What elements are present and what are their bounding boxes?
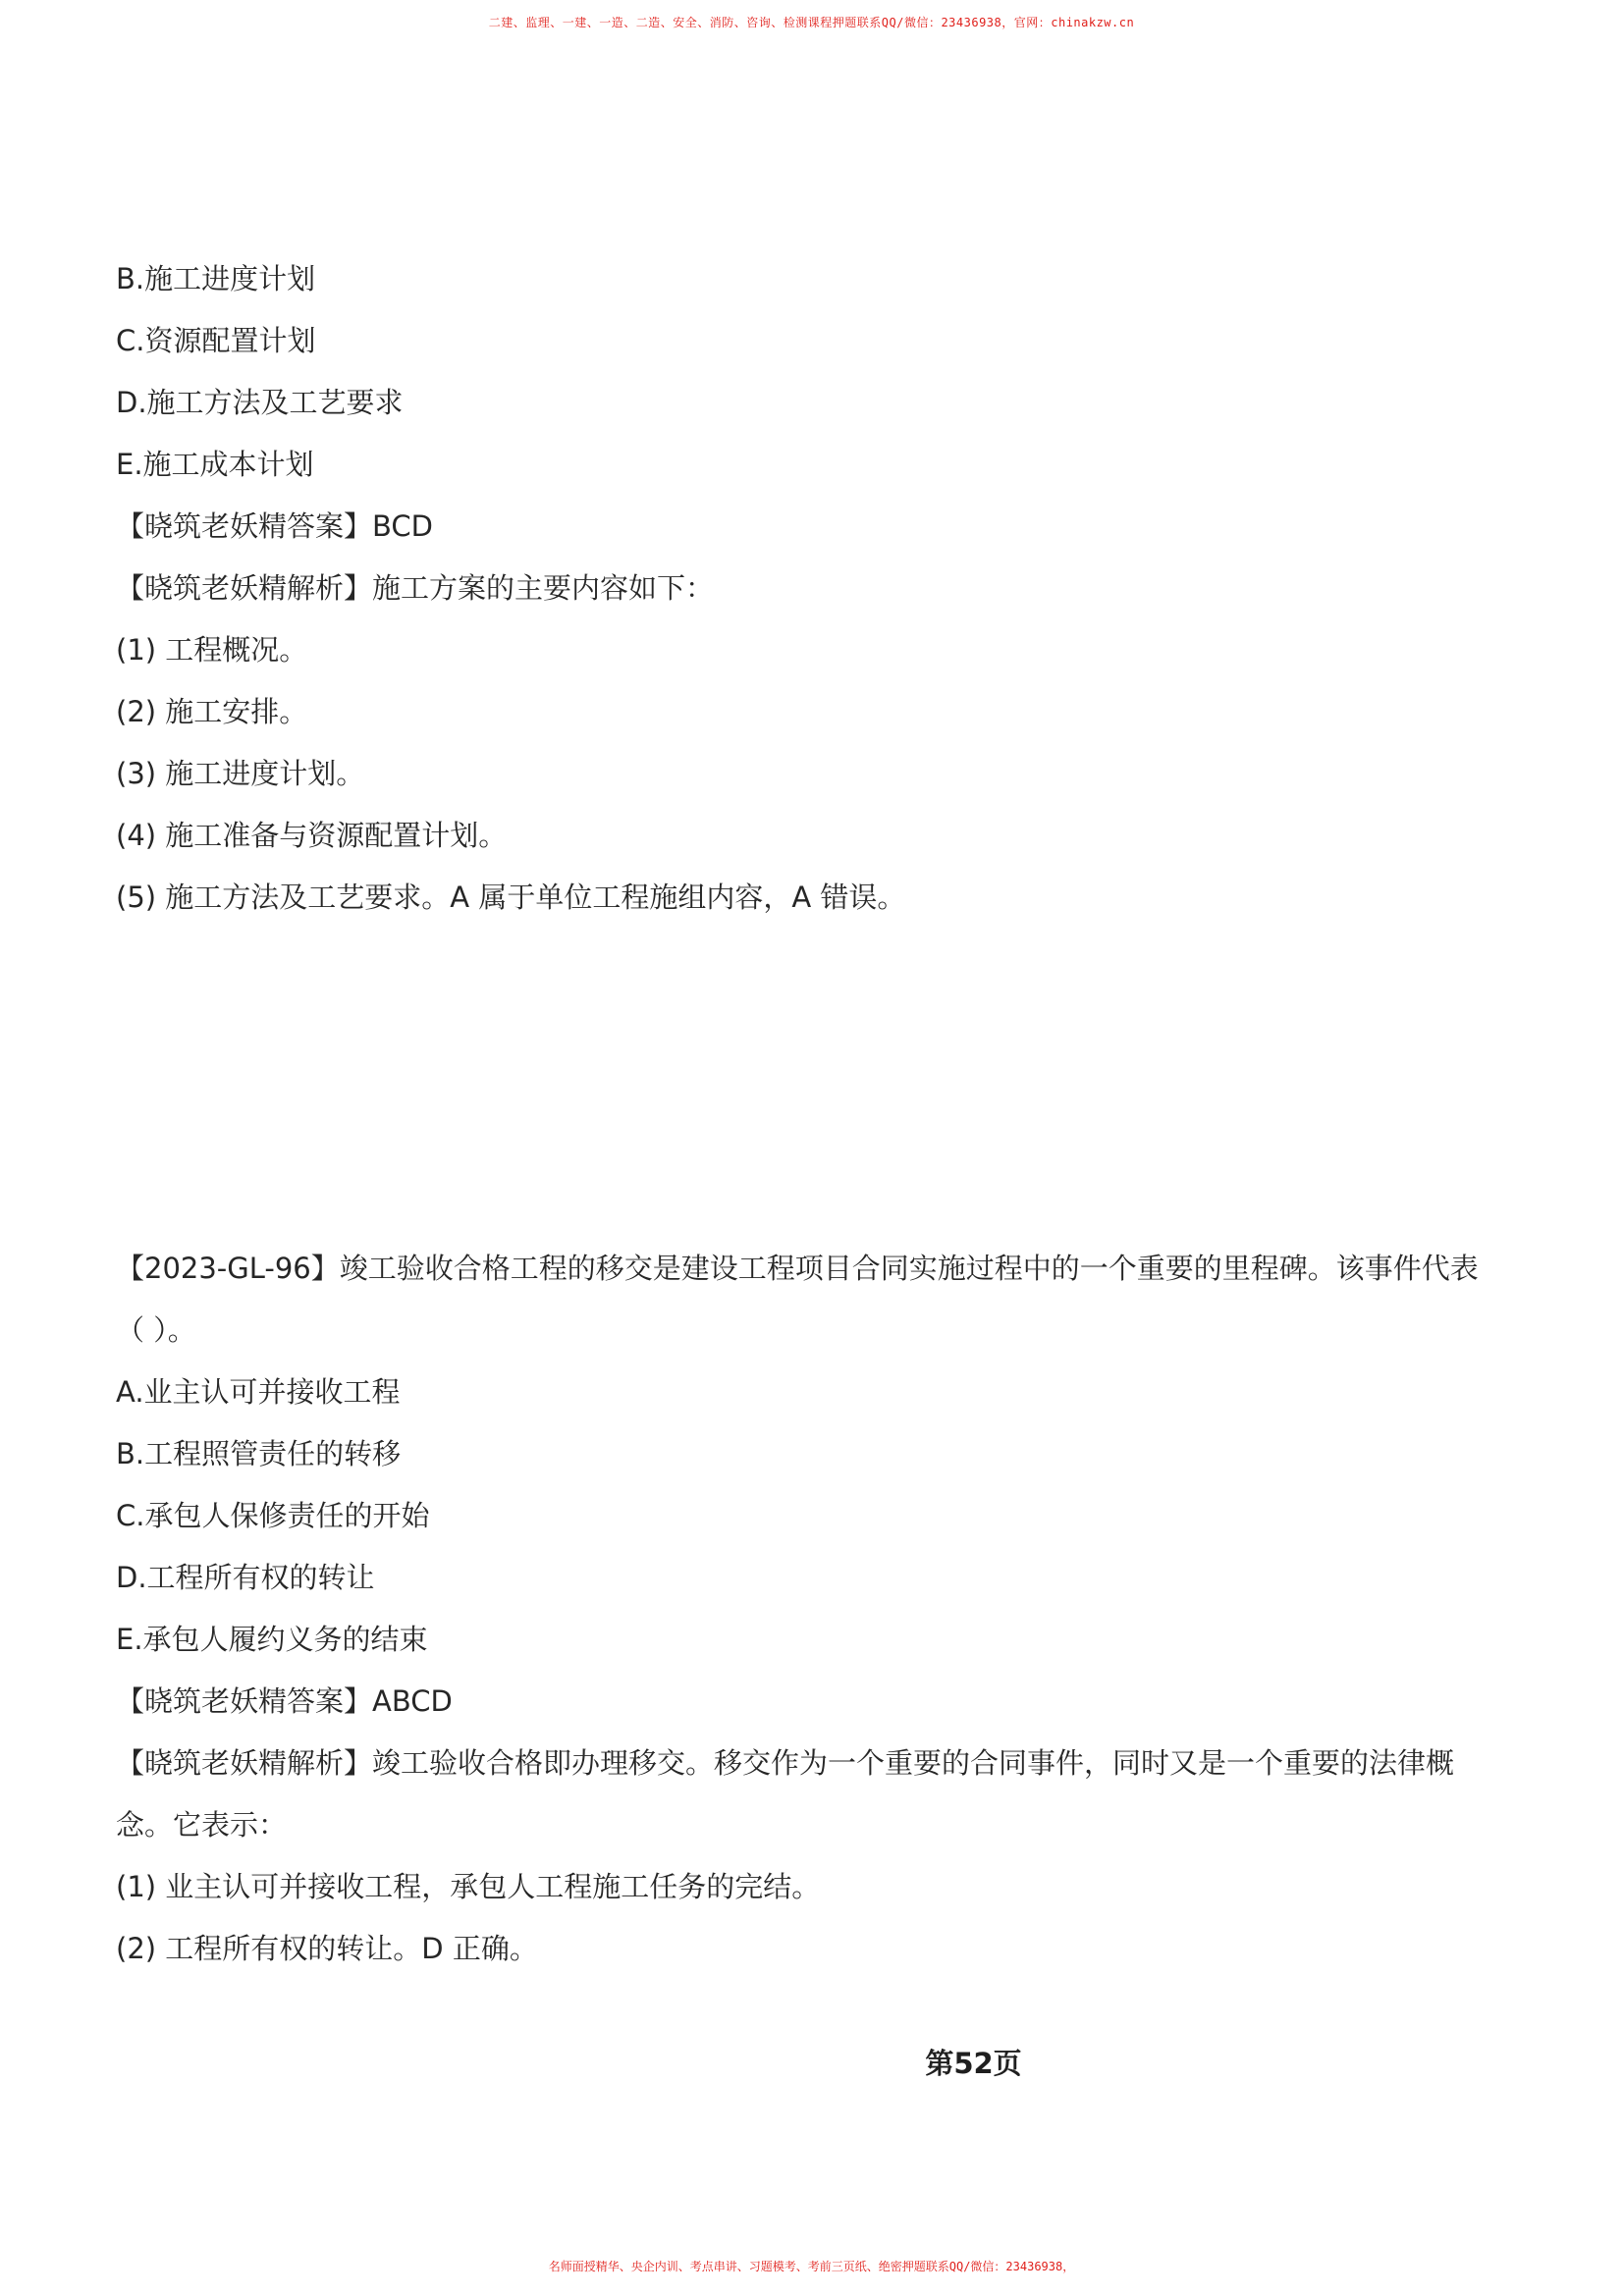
q1-analysis-intro: 【晓筑老妖精解析】施工方案的主要内容如下：	[116, 571, 715, 605]
q2-option-a: A.业主认可并接收工程	[116, 1375, 401, 1409]
q1-analysis-item-2: (2) 施工安排。	[116, 695, 308, 728]
q2-stem-line-1: 【2023-GL-96】竣工验收合格工程的移交是建设工程项目合同实施过程中的一个重要的里程碑。该事件代表	[116, 1252, 1479, 1285]
footer-contact-banner: 名师面授精华、央企内训、考点串讲、习题模考、考前三页纸、绝密押题联系QQ/微信：23436938，	[548, 2260, 1075, 2273]
q2-analysis-item-1: (1) 业主认可并接收工程，承包人工程施工任务的完结。	[116, 1870, 821, 1903]
page-number: 第52页	[925, 2047, 1022, 2080]
q2-analysis-item-2: (2) 工程所有权的转让。D 正确。	[116, 1932, 538, 1965]
q2-option-c: C.承包人保修责任的开始	[116, 1499, 430, 1532]
q2-answer: 【晓筑老妖精答案】ABCD	[116, 1684, 453, 1718]
q1-analysis-item-3: (3) 施工进度计划。	[116, 757, 365, 790]
q1-option-d: D.施工方法及工艺要求	[116, 386, 404, 419]
q2-analysis-line-2: 念。它表示：	[116, 1808, 288, 1842]
q2-option-b: B.工程照管责任的转移	[116, 1437, 402, 1470]
q2-option-e: E.承包人履约义务的结束	[116, 1623, 428, 1656]
q1-analysis-item-5: (5) 施工方法及工艺要求。A 属于单位工程施组内容，A 错误。	[116, 881, 906, 914]
q1-option-b: B.施工进度计划	[116, 262, 316, 295]
q1-analysis-item-4: (4) 施工准备与资源配置计划。	[116, 819, 508, 852]
header-contact-banner: 二建、监理、一建、一造、二造、安全、消防、咨询、检测课程押题联系QQ/微信：23436938，官网：chinakzw.cn	[488, 16, 1135, 29]
q1-answer: 【晓筑老妖精答案】BCD	[116, 509, 433, 543]
q2-stem-line-2: （ ）。	[116, 1313, 196, 1347]
q1-option-e: E.施工成本计划	[116, 448, 314, 481]
q2-option-d: D.工程所有权的转让	[116, 1561, 375, 1594]
q1-option-c: C.资源配置计划	[116, 324, 316, 357]
q1-analysis-item-1: (1) 工程概况。	[116, 633, 308, 667]
q2-analysis-line-1: 【晓筑老妖精解析】竣工验收合格即办理移交。移交作为一个重要的合同事件，同时又是一个重要的法律概	[116, 1746, 1455, 1780]
